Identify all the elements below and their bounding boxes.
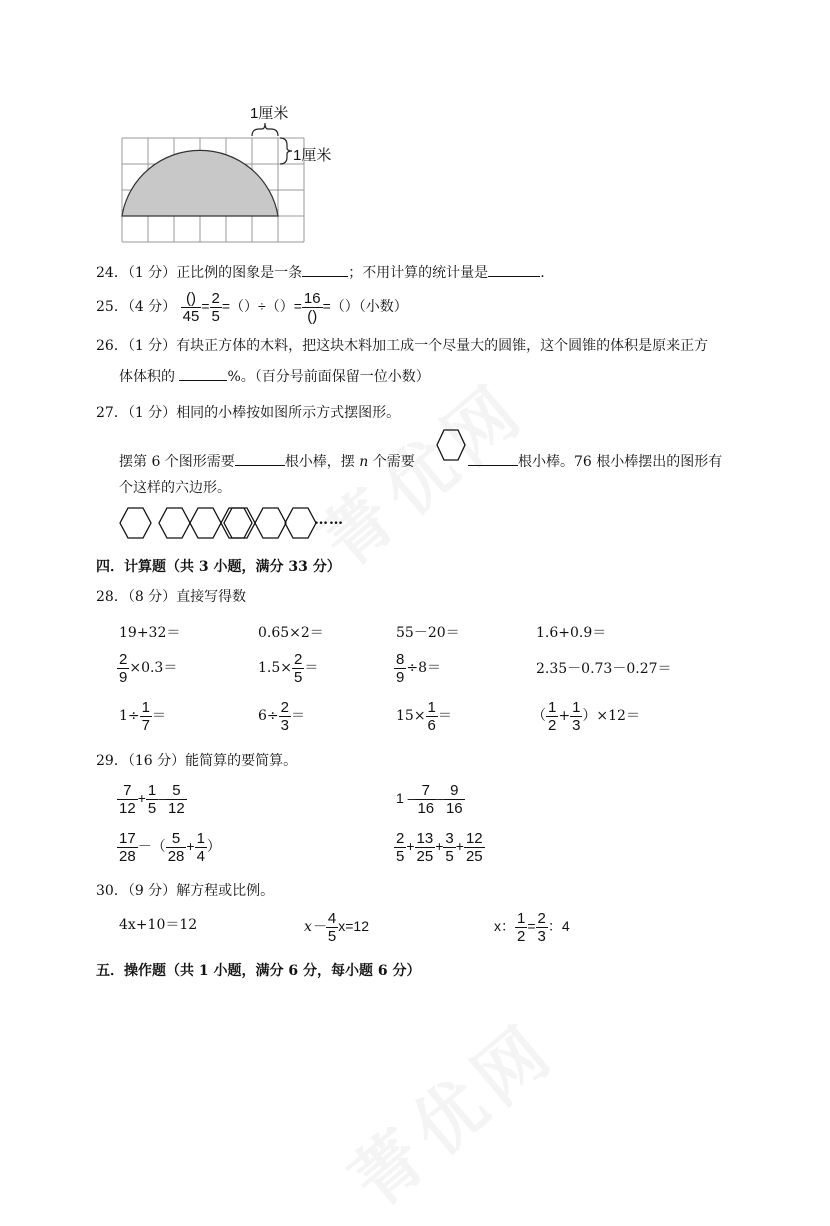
brace-right	[280, 138, 292, 164]
q28-r1c4: 1.6+0.9＝	[536, 625, 607, 641]
fraction-numerator: 2	[211, 289, 220, 307]
fraction-numerator: 9	[444, 782, 465, 800]
question-text: 根小棒。76 根小棒摆出的图形有	[518, 454, 723, 470]
fraction-denominator: 3	[280, 716, 289, 734]
fraction	[181, 290, 202, 325]
expression: ＝	[437, 708, 452, 724]
q29-expr2	[396, 780, 465, 817]
answer-blank[interactable]	[468, 451, 518, 466]
operator: –	[436, 790, 444, 806]
question-27	[96, 402, 400, 422]
question-score: （1 分）	[127, 338, 177, 354]
fraction-numerator: 1	[141, 698, 150, 716]
q29-expr4	[394, 828, 485, 865]
question-text: 正比例的图象是一条	[176, 265, 303, 281]
q30-eq3	[494, 908, 570, 945]
question-number: 30．	[96, 883, 128, 899]
expression: ×0.3＝	[129, 660, 178, 676]
fraction	[302, 290, 323, 325]
expression: 1÷	[119, 708, 140, 724]
q28-r2c4: 2.35－0.73－0.27＝	[536, 661, 672, 677]
fraction-numerator: 2	[119, 650, 128, 668]
section-5-title: 五．操作题（共 1 小题，满分 6 分，每小题 6 分）	[96, 963, 421, 979]
question-text: 摆第 6 个图形需要	[119, 454, 235, 470]
q28-r2c3	[394, 650, 441, 686]
question-text: 直接写得数	[176, 589, 247, 605]
fraction-denominator: 28	[119, 847, 136, 865]
expression: 15×	[396, 708, 426, 724]
question-score: （1 分）	[127, 405, 177, 421]
watermark	[326, 995, 575, 1226]
question-score: （9 分）	[127, 883, 177, 899]
fraction-denominator: 28	[167, 847, 185, 865]
question-text: 根小棒，摆	[284, 454, 355, 470]
question-score: （16 分）	[127, 753, 186, 769]
fraction-numerator: 3	[445, 829, 454, 847]
operator: +	[435, 838, 444, 854]
fraction-numerator: 5	[166, 830, 187, 848]
fraction-numerator: 7	[117, 782, 138, 800]
answer-blank[interactable]	[235, 451, 285, 466]
fraction-denominator: 5	[327, 927, 337, 945]
question-number: 29．	[96, 753, 128, 769]
fraction-numerator: 16	[303, 289, 321, 307]
fraction-denominator: 45	[182, 307, 200, 325]
brace-top	[252, 123, 278, 136]
expression: =（）（小数）	[322, 298, 408, 314]
q30-eq1: 4x+10＝12	[119, 917, 198, 933]
figure-label-right: 1厘米	[293, 147, 332, 164]
figure-label-top: 1厘米	[250, 105, 289, 122]
fraction-denominator: 9	[396, 668, 405, 686]
fraction-denominator: 9	[119, 668, 128, 686]
question-score: （8 分）	[127, 589, 177, 605]
q28-r2c2	[258, 650, 318, 686]
question-score: （1 分）	[127, 265, 177, 281]
expression: ＝	[304, 660, 319, 676]
fraction-numerator: 4	[327, 909, 337, 927]
question-27-line2	[119, 477, 231, 497]
q28-r3c2	[258, 698, 305, 734]
fraction-numerator: 17	[119, 829, 136, 847]
fraction-denominator: 3	[572, 716, 581, 734]
hexagon-sequence-figure	[118, 505, 328, 541]
q30-eq2	[304, 908, 369, 945]
fraction-denominator: 2	[517, 927, 526, 945]
fraction-denominator: 5	[445, 847, 454, 865]
fraction-numerator: 7	[415, 782, 436, 800]
fraction-numerator: 1	[548, 698, 557, 716]
question-25	[96, 288, 408, 325]
expression: x：	[494, 918, 515, 934]
section-4-title: 四．计算题（共 3 小题，满分 33 分）	[96, 559, 341, 575]
question-text: 解方程或比例。	[176, 883, 275, 899]
fraction-numerator: 1	[147, 781, 157, 799]
q28-r3c3	[396, 698, 452, 734]
fraction-numerator: 5	[166, 782, 187, 800]
equals: =	[201, 298, 210, 314]
fraction-denominator: 7	[141, 716, 150, 734]
semicircle-grid-figure	[110, 95, 350, 250]
question-26-line2	[119, 366, 430, 386]
equals: =	[527, 918, 536, 934]
expression: 6÷	[258, 708, 279, 724]
expression: ：4	[547, 918, 570, 934]
question-text: 不用计算的统计量是	[362, 265, 489, 281]
fraction-denominator: 5	[294, 668, 303, 686]
question-24	[96, 262, 545, 282]
expression: ÷8＝	[406, 660, 441, 676]
continuation-dots: ……	[314, 512, 344, 528]
expression: 1.5×	[258, 660, 292, 676]
q28-r3c1	[119, 698, 166, 734]
expression: x－	[304, 919, 326, 935]
question-number: 27．	[96, 405, 128, 421]
question-text: 体体积的	[119, 369, 175, 385]
fraction-denominator: 16	[445, 799, 463, 817]
question-number: 25．	[96, 299, 128, 315]
semicircle-shape	[122, 150, 278, 216]
expression: 1 –	[396, 790, 416, 806]
question-27-line1b	[468, 451, 722, 471]
operator: +	[558, 708, 571, 724]
fraction-numerator: 1	[517, 909, 526, 927]
variable-n: n	[359, 454, 369, 470]
question-text: 能简算的要简算。	[185, 753, 298, 769]
fraction-blank[interactable]: ()	[307, 307, 318, 325]
fraction-numerator: 2	[294, 650, 303, 668]
fraction-numerator: 2	[537, 909, 546, 927]
period: .	[540, 265, 545, 281]
fraction-denominator: 3	[537, 927, 546, 945]
q28-r1c1: 19+32＝	[119, 625, 181, 641]
question-26	[96, 335, 708, 355]
fraction-denominator: 12	[168, 799, 185, 817]
q28-r1c2: 0.65×2＝	[258, 625, 324, 641]
expression: ＝	[290, 708, 305, 724]
expression: ＝	[151, 708, 166, 724]
expression: ）×12＝	[582, 708, 640, 724]
hexagon-icon	[435, 428, 467, 462]
fraction-denominator: 12	[119, 799, 136, 817]
answer-blank[interactable]	[179, 366, 227, 381]
question-text: 相同的小棒按如图所示方式摆图形。	[176, 405, 401, 421]
fraction-numerator: 1	[427, 698, 436, 716]
fraction-numerator: 8	[396, 650, 405, 668]
question-score: （4 分）	[127, 299, 177, 315]
fraction-blank[interactable]: ()	[181, 290, 202, 308]
q28-r1c3: 55－20＝	[396, 625, 460, 641]
operator: +	[406, 838, 415, 854]
q28-r3c4	[532, 698, 640, 734]
q29-expr1	[117, 780, 187, 817]
operator: +	[186, 838, 195, 854]
q29-expr3	[117, 828, 221, 865]
fraction-numerator: 12	[465, 829, 483, 847]
fraction-denominator: 25	[416, 847, 434, 865]
expression: x=12	[338, 918, 369, 934]
fraction-numerator: 1	[572, 698, 581, 716]
fraction-numerator: 13	[416, 829, 434, 847]
question-text: 个这样的六边形。	[119, 480, 231, 496]
fraction-denominator: 5	[211, 307, 220, 325]
paren: ）	[206, 838, 221, 854]
fraction-denominator: 25	[465, 847, 483, 865]
fraction-numerator: 2	[280, 698, 289, 716]
question-text: 有块正方体的木料，把这块木料加工成一个尽量大的圆锥，这个圆锥的体积是原来正方	[176, 338, 709, 354]
answer-blank[interactable]	[302, 262, 348, 277]
question-text: %。（百分号前面保留一位小数）	[227, 369, 430, 385]
operator: －（	[137, 838, 166, 854]
question-number: 24．	[96, 265, 128, 281]
fraction	[210, 290, 222, 325]
expression: =（）÷（）=	[221, 298, 302, 314]
question-text: 个需要	[372, 454, 415, 470]
operator: +	[455, 838, 464, 854]
fraction-denominator: 5	[147, 799, 157, 817]
question-27-line1	[119, 451, 415, 471]
question-30	[96, 880, 274, 900]
operator: –	[158, 790, 167, 806]
fraction-denominator: 16	[417, 799, 435, 817]
fraction-numerator: 2	[396, 829, 405, 847]
question-number: 26．	[96, 338, 128, 354]
question-number: 28．	[96, 589, 128, 605]
answer-blank[interactable]	[488, 262, 540, 277]
fraction-denominator: 2	[548, 716, 557, 734]
question-28	[96, 586, 246, 606]
fraction-denominator: 6	[427, 716, 436, 734]
operator: +	[137, 790, 146, 806]
fraction-denominator: 5	[396, 847, 405, 865]
expression: （	[532, 708, 546, 724]
separator: ；	[348, 265, 363, 281]
question-29	[96, 750, 297, 770]
fraction-denominator: 4	[196, 847, 205, 865]
q28-r2c1	[117, 650, 177, 686]
fraction-numerator: 1	[196, 829, 205, 847]
